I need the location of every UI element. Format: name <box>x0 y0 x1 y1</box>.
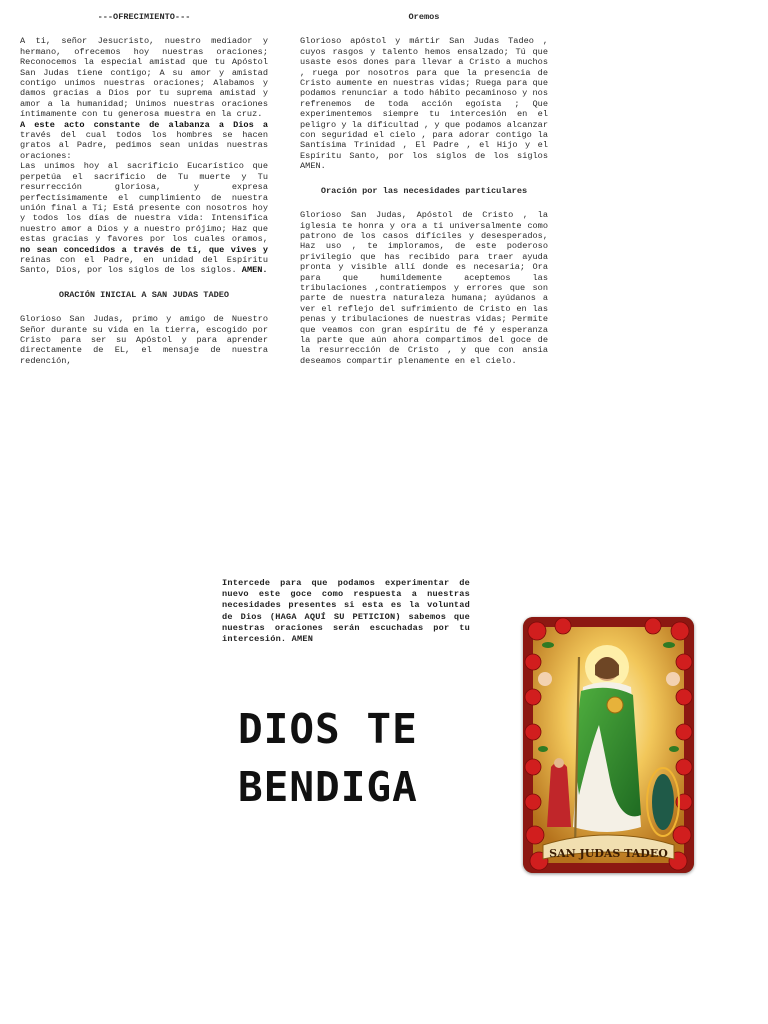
oremos-paragraph: Glorioso apóstol y mártir San Judas Tadeo , cuyos rasgos y talento hemos ensalzado; Tú que usaste esos dones para llevar a Cristo a muchos , ruega por nosotros para que la presencia de Cristo aumente en nuestras vidas; Ruega para que podamos renunciar a todo hábito pecaminoso y nos refrenemos de toda acción egoísta ; Que experimentemos siempre tu intercesión en el peligro y la dificultad , y que podamos alcanzar con seguridad el cielo , para adorar contigo la Santísima Trinidad , El Padre , el Hijo y el Espíritu Santo, por los siglos de los siglos AMEN. <box>300 36 548 172</box>
eucharist-text: Las unimos hoy al sacrificio Eucarístico que perpetúa el sacrificio de Tu muerte y Tu resurrección gloriosa, y expresa perfectísimamente el cumplimiento de nuestra unión final a Ti; Está presente con nosotros hoy y todos los días de nuestra vida: Intensifica nuestro amor a Dios y a nuestro prójimo; Haz que estas gracias y favores por los cuales oramos, <box>20 161 268 245</box>
left-column <box>20 12 268 366</box>
eucharist-closing-text: reinas con el Padre, en unidad del Espíritu Santo, Dios, por los siglos de los siglos. <box>20 254 268 276</box>
guadalupe-figure <box>652 774 674 830</box>
intercede-paragraph: Intercede para que podamos experimentar de nuevo este goce como respuesta a nuestras necesidades presentes si esta es la voluntad de Dios (HAGA AQUÍ SU PETICION) sabemos que nuestras oraciones serán escuchadas por tu intercesión. AMEN <box>222 578 470 645</box>
praise-paragraph <box>20 120 268 162</box>
eucharist-paragraph <box>20 161 268 275</box>
initial-prayer-paragraph: Glorioso San Judas, primo y amigo de Nuestro Señor durante su vida en la tierra, escogido por Cristo para ser su Apóstol y para aprender directamente de EL, el mensaje de nuestra redención, <box>20 314 268 366</box>
holy-card-image <box>523 617 694 873</box>
blessing-line-2: BENDIGA <box>238 763 418 811</box>
initial-prayer-heading: ORACIÓN INICIAL A SAN JUDAS TADEO <box>58 289 230 300</box>
praise-text: través del cual todos los hombres se hacen gratos al Padre, pedimos sean unidas nuestras oraciones: <box>20 130 268 161</box>
cherub-left <box>538 672 552 686</box>
cherub-right <box>666 672 680 686</box>
saint-jude-illustration <box>523 617 694 873</box>
blessing-line-1: DIOS TE <box>238 705 418 753</box>
particular-needs-paragraph: Glorioso San Judas, Apóstol de Cristo , la iglesia te honra y ora a ti universalmente como patrono de los casos difíciles y desesperados, Haz uso , te imploramos, de este poderoso privilegio que has recibido para traer ayuda pronta y visible allí donde es necesaria; Ora para que humildemente aceptemos las tribulaciones ,contratiempos y errores que son parte de nuestra naturaleza humana; ayúdanos a ver el reflejo del sufrimiento de Cristo en las penas y tribulaciones de nuestras vidas; Permite que veamos con gran espíritu de fé y esperanza la parte que aún ahora compartimos del goce de la resurrección de Cristo , y que con ansia deseamos compartir plenamente en el cielo. <box>300 210 548 366</box>
eucharist-bold-text: no sean concedidos a través de ti, que vives y <box>20 244 268 255</box>
right-column <box>300 12 548 366</box>
medallion <box>607 697 623 713</box>
offering-paragraph: A ti, señor Jesucristo, nuestro mediador y hermano, ofrecemos hoy nuestras oraciones; Reconocemos la especial amistad que tu Apóstol San Judas tiene contigo; A su amor y amistad contigo unimos nuestras oraciones; Alabamos y damos gracias a Dios por tu suprema amistad y amor a la humanidad; Unimos nuestras oraciones íntimamente con tu generosa muestra en la cruz. <box>20 36 268 120</box>
eucharist-amen: AMEN. <box>241 265 268 276</box>
blessing-title <box>238 700 508 816</box>
oremos-heading: Oremos <box>408 12 440 22</box>
particular-needs-heading: Oración por las necesidades particulares <box>320 185 528 196</box>
offering-heading: ---OFRECIMIENTO--- <box>97 12 191 22</box>
holy-card-caption: SAN JUDAS TADEO <box>549 847 668 860</box>
praise-bold-text: A este acto constante de alabanza a Dios a <box>20 119 268 130</box>
